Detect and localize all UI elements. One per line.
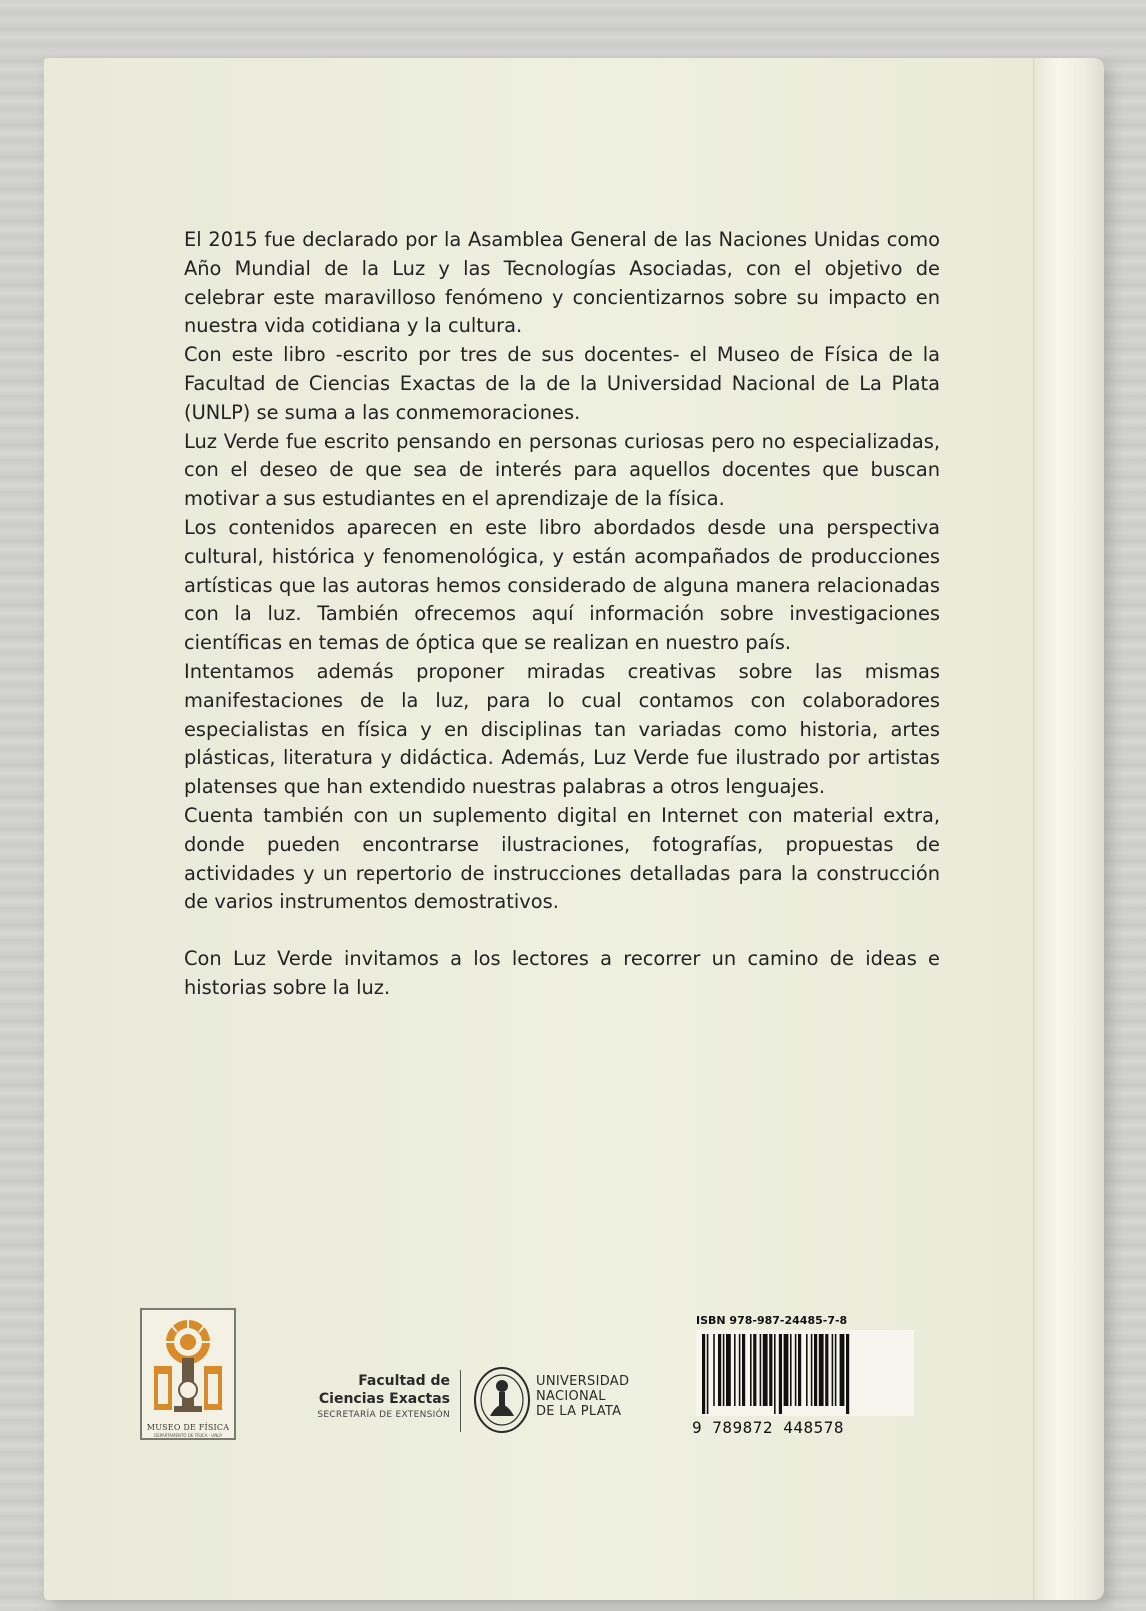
museo-subtitle: DEPARTAMENTO DE FÍSICA · UNLP bbox=[154, 1433, 222, 1438]
barcode-bar bbox=[726, 1334, 731, 1406]
barcode-bar bbox=[707, 1334, 709, 1414]
facultad-line1: Facultad de bbox=[358, 1373, 450, 1389]
barcode-bar bbox=[763, 1334, 768, 1406]
barcode-bar bbox=[798, 1334, 801, 1406]
barcode-bar bbox=[702, 1334, 705, 1414]
facultad-line2: Ciencias Exactas bbox=[318, 1391, 450, 1407]
barcode-bar bbox=[784, 1334, 789, 1406]
facultad-line3: SECRETARÍA DE EXTENSIÓN bbox=[317, 1410, 450, 1420]
blurb-paragraph: Luz Verde fue escrito pensando en personas curiosas pero no especializadas, con el deseo de que sea de interés para aquellos docentes que buscan motivar a sus estudiantes en el aprendizaje de la física. bbox=[184, 429, 940, 511]
barcode-bar bbox=[713, 1334, 715, 1406]
barcode-bar bbox=[814, 1334, 817, 1406]
museo-de-fisica-logo bbox=[140, 1308, 236, 1440]
unlp-logo-text bbox=[536, 1374, 629, 1419]
unlp-line2: NACIONAL bbox=[536, 1389, 606, 1404]
page-edges bbox=[1033, 58, 1104, 1600]
blurb-paragraph: El 2015 fue declarado por la Asamblea General de las Naciones Unidas como Año Mundial de la Luz y las Tecnologías Asociadas, con el objetivo de celebrar este maravilloso fenómeno y concientizarnos sobre su impacto en nuestra vida cotidiana y la cultura. bbox=[184, 228, 940, 338]
barcode-bar bbox=[753, 1334, 756, 1406]
barcode-bar bbox=[769, 1334, 772, 1406]
barcode-bar bbox=[846, 1334, 849, 1414]
barcode-bar bbox=[835, 1334, 837, 1406]
barcode-bar bbox=[723, 1334, 725, 1406]
blurb-paragraph: Intentamos además proponer miradas creativas sobre las mismas manifestaciones de la luz, para lo cual contamos con colaboradores especialistas en física y en disciplinas tan variadas como historia, artes plásticas, literatura y didáctica. Además, Luz Verde fue ilustrado por artistas platenses que han extendido nuestras palabras a otros lenguajes. bbox=[184, 659, 940, 799]
barcode-icon bbox=[696, 1330, 914, 1416]
blurb-closing: Con Luz Verde invitamos a los lectores a recorrer un camino de ideas e historias sobre la luz. bbox=[184, 947, 940, 999]
museo-name: MUSEO DE FÍSICA bbox=[146, 1423, 230, 1432]
unlp-line3: DE LA PLATA bbox=[536, 1404, 622, 1419]
barcode-bar bbox=[832, 1334, 834, 1406]
facultad-logo bbox=[300, 1372, 450, 1420]
barcode-digits: 9 789872 448578 bbox=[692, 1418, 844, 1437]
barcode-bar bbox=[718, 1334, 721, 1406]
blurb-paragraph: Con este libro -escrito por tres de sus docentes- el Museo de Física de la Facultad de Ciencias Exactas de la de la Universidad Nacional de La Plata (UNLP) se suma a las conmemoraciones. bbox=[184, 343, 940, 424]
isbn-label: ISBN 978-987-24485-7-8 bbox=[696, 1314, 848, 1327]
barcode-bar bbox=[774, 1334, 776, 1414]
back-cover-blurb bbox=[184, 226, 940, 1003]
logo-divider bbox=[460, 1370, 461, 1432]
barcode-bar bbox=[739, 1334, 741, 1406]
barcode-bar bbox=[790, 1334, 792, 1406]
barcode-bar bbox=[806, 1334, 808, 1406]
barcode-bar bbox=[779, 1334, 782, 1414]
barcode-bar bbox=[750, 1334, 752, 1406]
museo-emblem-icon bbox=[146, 1314, 230, 1418]
unlp-seal-icon bbox=[472, 1364, 532, 1436]
barcode-bar bbox=[742, 1334, 745, 1406]
blurb-paragraph: Cuenta también con un suplemento digital en Internet con material extra, donde pueden encontrarse ilustraciones, fotografías, propuestas de actividades y un repertorio de instrucciones detalladas para la construcción de varios instrumentos demostrativos. bbox=[184, 803, 940, 914]
barcode-bar bbox=[760, 1334, 762, 1406]
barcode-bar bbox=[825, 1334, 828, 1406]
barcode-bar bbox=[734, 1334, 736, 1406]
blurb-paragraph: Los contenidos aparecen en este libro abordados desde una perspectiva cultural, histórica y fenomenológica, y están acompañados de producciones artísticas que las autoras hemos considerado de alguna manera relacionadas con la luz. También ofrecemos aquí información sobre investigaciones científicas en temas de óptica que se realizan en nuestro país. bbox=[184, 515, 940, 655]
barcode-bar bbox=[840, 1334, 845, 1406]
barcode-bar bbox=[795, 1334, 797, 1406]
unlp-line1: UNIVERSIDAD bbox=[536, 1374, 630, 1389]
barcode-bar bbox=[811, 1334, 813, 1406]
barcode-bar bbox=[819, 1334, 824, 1406]
